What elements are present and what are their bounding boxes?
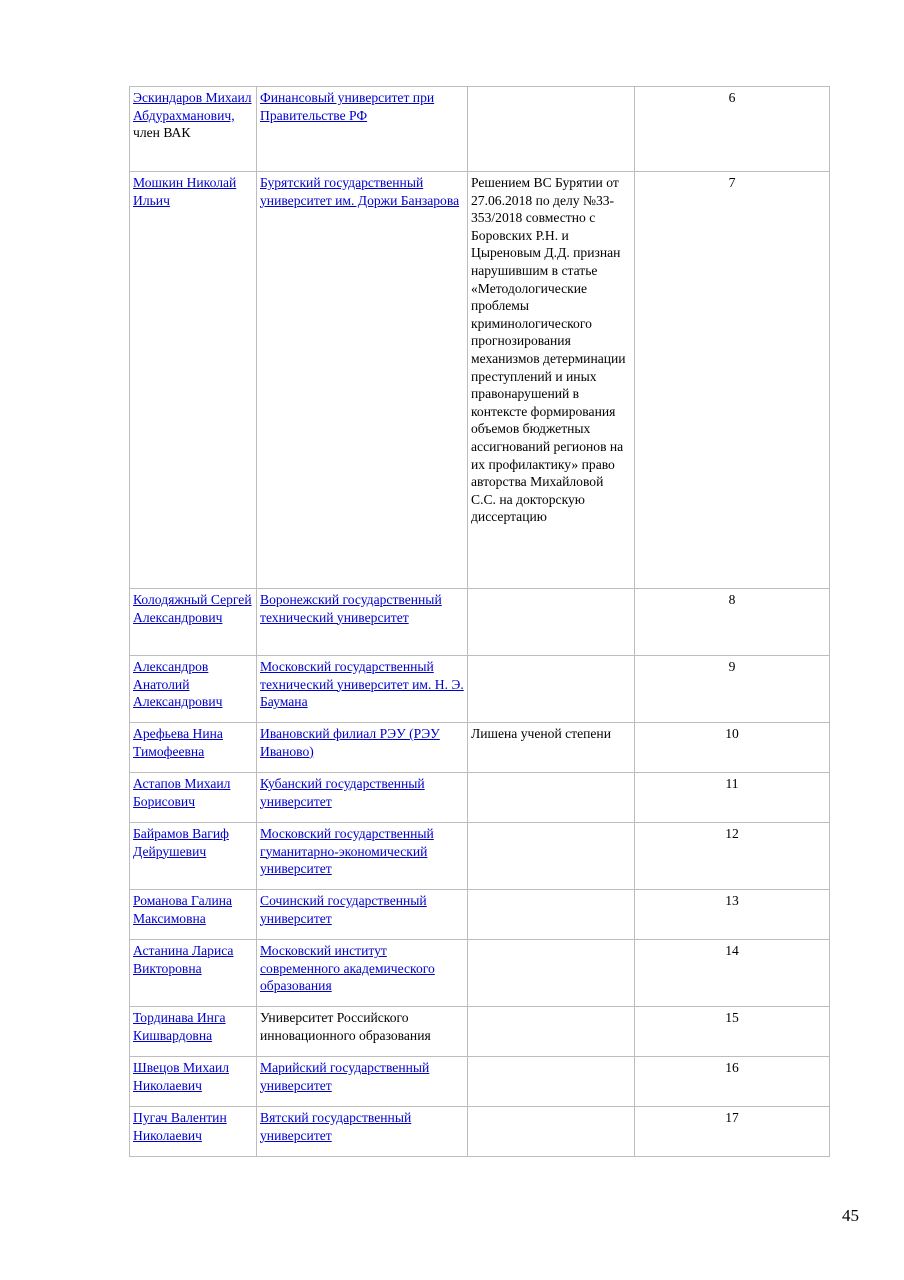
person-link[interactable]: Александров Анатолий Александрович	[133, 659, 223, 710]
number-cell: 9	[635, 656, 830, 723]
name-cell	[130, 656, 257, 723]
number-cell: 11	[635, 773, 830, 823]
org-cell	[257, 1057, 468, 1107]
org-cell	[257, 656, 468, 723]
note-cell	[468, 1007, 635, 1057]
note-cell	[468, 656, 635, 723]
name-cell	[130, 172, 257, 589]
org-cell	[257, 87, 468, 172]
table-row	[130, 940, 830, 1007]
person-link[interactable]: Колодяжный Сергей Александрович	[133, 592, 252, 625]
number-cell: 13	[635, 890, 830, 940]
person-link[interactable]: Тординава Инга Кишвардовна	[133, 1010, 226, 1043]
org-cell	[257, 172, 468, 589]
org-link[interactable]: Кубанский государственный университет	[260, 776, 425, 809]
note-cell	[468, 87, 635, 172]
org-cell	[257, 723, 468, 773]
number-cell: 14	[635, 940, 830, 1007]
person-link[interactable]: Пугач Валентин Николаевич	[133, 1110, 227, 1143]
name-cell	[130, 890, 257, 940]
person-link[interactable]: Астапов Михаил Борисович	[133, 776, 231, 809]
note-cell: Решением ВС Бурятии от 27.06.2018 по делу №33-353/2018 совместно с Боровских Р.Н. и Цыреновым Д.Д. признан нарушившим в статье «Методологические проблемы криминологического прогнозирования механизмов детерминации преступлений и иных правонарушений в контексте формирования объемов бюджетных ассигнований регионов на их профилактику» право авторства Михайловой С.С. на докторскую диссертацию	[468, 172, 635, 589]
org-link[interactable]: Вятский государственный университет	[260, 1110, 412, 1143]
table-row	[130, 890, 830, 940]
name-cell	[130, 1057, 257, 1107]
table-row	[130, 723, 830, 773]
org-link[interactable]: Марийский государственный университет	[260, 1060, 430, 1093]
number-cell: 10	[635, 723, 830, 773]
org-link[interactable]: Воронежский государственный технический университет	[260, 592, 442, 625]
name-cell	[130, 723, 257, 773]
person-link[interactable]: Швецов Михаил Николаевич	[133, 1060, 230, 1093]
person-link[interactable]: Астанина Лариса Викторовна	[133, 943, 234, 976]
person-link[interactable]: Романова Галина Максимовна	[133, 893, 233, 926]
table-row	[130, 1057, 830, 1107]
note-cell	[468, 823, 635, 890]
number-cell: 7	[635, 172, 830, 589]
note-cell	[468, 773, 635, 823]
table-row	[130, 589, 830, 656]
name-cell	[130, 87, 257, 172]
table-row	[130, 1107, 830, 1157]
table-row	[130, 823, 830, 890]
table-row	[130, 87, 830, 172]
org-cell	[257, 940, 468, 1007]
org-cell	[257, 589, 468, 656]
persons-table	[129, 86, 830, 1157]
name-cell	[130, 1107, 257, 1157]
table-row	[130, 172, 830, 589]
org-cell	[257, 890, 468, 940]
org-link[interactable]: Московский государственный технический университет им. Н. Э. Баумана	[260, 659, 464, 710]
name-cell	[130, 823, 257, 890]
number-cell: 15	[635, 1007, 830, 1057]
person-link[interactable]: Мошкин Николай Ильич	[133, 175, 237, 208]
org-text: Университет Российского инновационного образования	[260, 1010, 431, 1043]
note-cell	[468, 589, 635, 656]
person-link[interactable]: Эскиндаров Михаил Абдурахманович,	[133, 90, 252, 123]
page-number: 45	[842, 1206, 859, 1225]
org-cell	[257, 773, 468, 823]
org-link[interactable]: Московский государственный гуманитарно-экономический университет	[260, 826, 434, 877]
table-row	[130, 773, 830, 823]
number-cell: 6	[635, 87, 830, 172]
name-cell	[130, 940, 257, 1007]
org-link[interactable]: Финансовый университет при Правительстве РФ	[260, 90, 435, 123]
org-link[interactable]: Бурятский государственный университет им. Доржи Банзарова	[260, 175, 460, 208]
name-cell	[130, 589, 257, 656]
org-cell	[257, 1107, 468, 1157]
note-cell	[468, 1107, 635, 1157]
name-cell	[130, 1007, 257, 1057]
org-link[interactable]: Сочинский государственный университет	[260, 893, 427, 926]
note-cell	[468, 1057, 635, 1107]
org-cell	[257, 823, 468, 890]
number-cell: 17	[635, 1107, 830, 1157]
number-cell: 8	[635, 589, 830, 656]
org-link[interactable]: Московский институт современного академического образования	[260, 943, 435, 994]
name-note: член ВАК	[133, 125, 191, 141]
table-row	[130, 656, 830, 723]
org-link[interactable]: Ивановский филиал РЭУ (РЭУ Иваново)	[260, 726, 440, 759]
org-cell	[257, 1007, 468, 1057]
person-link[interactable]: Арефьева Нина Тимофеевна	[133, 726, 223, 759]
table-row	[130, 1007, 830, 1057]
note-cell	[468, 890, 635, 940]
note-cell: Лишена ученой степени	[468, 723, 635, 773]
number-cell: 12	[635, 823, 830, 890]
number-cell: 16	[635, 1057, 830, 1107]
name-cell	[130, 773, 257, 823]
person-link[interactable]: Байрамов Вагиф Дейрушевич	[133, 826, 229, 859]
note-cell	[468, 940, 635, 1007]
